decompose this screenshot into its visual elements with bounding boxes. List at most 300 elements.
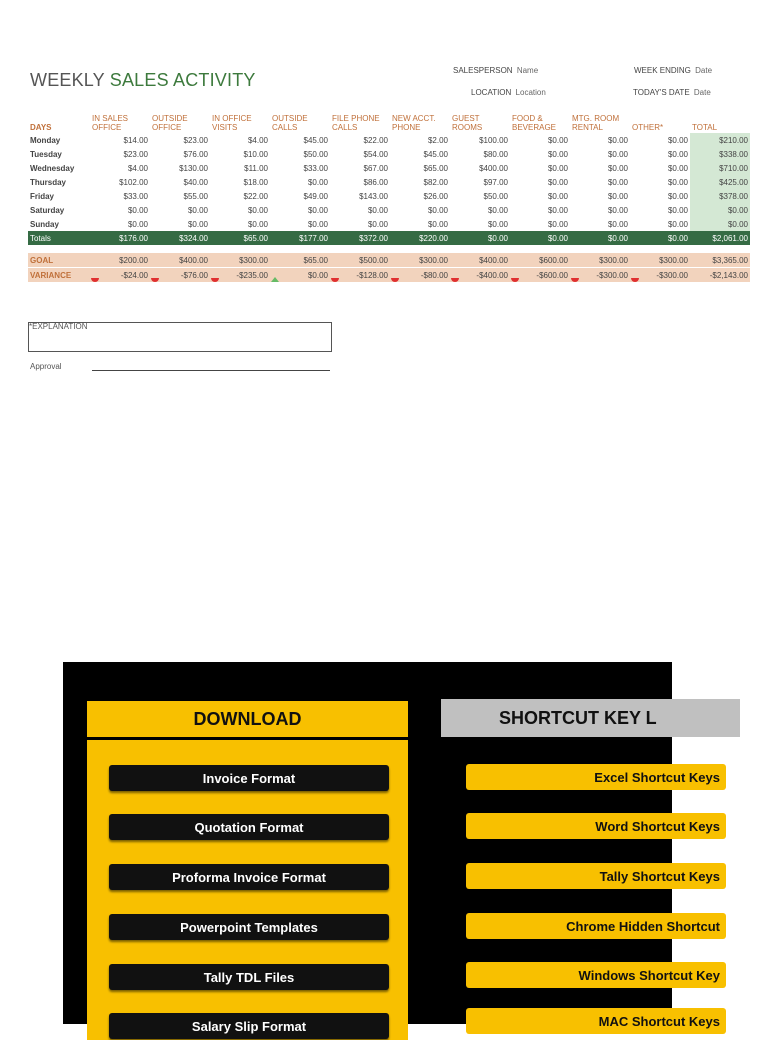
shortcut-key-heading: SHORTCUT KEY L [441, 699, 740, 737]
page-title [30, 70, 256, 91]
variance-down-icon [631, 278, 639, 282]
cell-value: $10.00 [243, 149, 268, 159]
spacer-cell [90, 245, 150, 253]
table-cell[interactable] [390, 268, 450, 283]
cell-value: Sunday [30, 219, 59, 229]
cell-value: $0.00 [607, 233, 628, 243]
cell-value: $0.00 [667, 163, 688, 173]
table-cell[interactable] [210, 147, 270, 161]
table-cell[interactable] [270, 253, 330, 268]
cell-value: $18.00 [243, 177, 268, 187]
table-cell[interactable] [90, 203, 150, 217]
cell-value: $400.00 [479, 163, 508, 173]
explanation-label: *EXPLANATION [29, 322, 88, 331]
cell-value: $0.00 [127, 219, 148, 229]
variance-down-icon [571, 278, 579, 282]
goal-row [28, 253, 750, 268]
spacer-cell [210, 245, 270, 253]
table-cell[interactable] [450, 161, 510, 175]
variance-down-icon [211, 278, 219, 282]
row-label [28, 231, 90, 245]
cell-value: -$2,143.00 [709, 270, 748, 280]
cell-value: $45.00 [303, 135, 328, 145]
table-cell[interactable] [390, 217, 450, 231]
cell-value: $14.00 [123, 135, 148, 145]
cell-value: $82.00 [423, 177, 448, 187]
spacer-cell [270, 245, 330, 253]
cell-value: $400.00 [179, 255, 208, 265]
cell-value: $0.00 [607, 219, 628, 229]
table-cell[interactable] [510, 268, 570, 283]
column-header: IN SALES OFFICE [92, 114, 129, 132]
table-cell[interactable] [690, 133, 750, 147]
table-cell[interactable] [150, 231, 210, 245]
column-header-days: DAYS [30, 123, 52, 132]
table-cell[interactable] [210, 133, 270, 147]
cell-value: $2.00 [427, 135, 448, 145]
cell-value: $67.00 [363, 163, 388, 173]
table-cell[interactable] [630, 189, 690, 203]
spacer-cell [330, 245, 390, 253]
column-header: FOOD & BEVERAGE [512, 114, 557, 132]
location-label: LOCATION [471, 88, 512, 97]
table-cell[interactable] [630, 217, 690, 231]
week-ending-label: WEEK ENDING [634, 66, 691, 75]
spacer-cell [450, 245, 510, 253]
table-cell[interactable] [690, 203, 750, 217]
table-cell[interactable] [150, 147, 210, 161]
cell-value: $65.00 [303, 255, 328, 265]
column-header: OUTSIDE CALLS [272, 114, 308, 132]
cell-value: $0.00 [427, 205, 448, 215]
table-cell[interactable] [510, 161, 570, 175]
cell-value: $0.00 [547, 219, 568, 229]
table-cell[interactable] [690, 175, 750, 189]
cell-value: $143.00 [359, 191, 388, 201]
cell-value: $378.00 [719, 191, 748, 201]
variance-down-icon [391, 278, 399, 282]
cell-value: $0.00 [667, 219, 688, 229]
todays-date-label: TODAY'S DATE [633, 88, 690, 97]
table-cell[interactable] [90, 189, 150, 203]
table-cell[interactable] [690, 217, 750, 231]
table-cell[interactable] [390, 189, 450, 203]
cell-value: $4.00 [127, 163, 148, 173]
cell-value: $0.00 [187, 205, 208, 215]
cell-value: $40.00 [183, 177, 208, 187]
table-cell[interactable] [450, 217, 510, 231]
sales-activity-table [28, 114, 750, 282]
cell-value: $65.00 [423, 163, 448, 173]
row-label [28, 253, 90, 268]
table-cell[interactable] [510, 231, 570, 245]
column-header: FILE PHONE CALLS [332, 114, 380, 132]
table-cell[interactable] [630, 203, 690, 217]
cell-value: $0.00 [667, 205, 688, 215]
download-item-button[interactable]: Powerpoint Templates [109, 914, 389, 940]
cell-value: VARIANCE [30, 270, 72, 280]
cell-value: $33.00 [303, 163, 328, 173]
row-label [28, 175, 90, 189]
cell-value: $300.00 [419, 255, 448, 265]
table-cell[interactable] [330, 268, 390, 283]
spacer-row [28, 245, 750, 253]
table-cell[interactable] [210, 253, 270, 268]
cell-value: $33.00 [123, 191, 148, 201]
cell-value: $0.00 [187, 219, 208, 229]
table-cell[interactable] [330, 147, 390, 161]
table-cell[interactable] [510, 253, 570, 268]
cell-value: $54.00 [363, 149, 388, 159]
spacer-cell [28, 245, 90, 253]
table-cell[interactable] [570, 161, 630, 175]
cell-value: $0.00 [667, 233, 688, 243]
table-cell[interactable] [150, 133, 210, 147]
table-cell[interactable] [450, 133, 510, 147]
table-cell[interactable] [210, 217, 270, 231]
table-cell[interactable] [630, 161, 690, 175]
cell-value: -$76.00 [180, 270, 208, 280]
table-cell[interactable] [210, 268, 270, 283]
table-cell[interactable] [330, 189, 390, 203]
cell-value: $176.00 [119, 233, 148, 243]
variance-up-icon [271, 277, 279, 282]
table-cell[interactable] [630, 147, 690, 161]
cell-value: $0.00 [607, 191, 628, 201]
salesperson-field[interactable] [453, 66, 538, 75]
cell-value: $0.00 [727, 205, 748, 215]
table-cell[interactable] [90, 217, 150, 231]
table-cell[interactable] [510, 217, 570, 231]
shortcut-item-button[interactable]: MAC Shortcut Keys [466, 1008, 726, 1034]
table-cell[interactable] [90, 133, 150, 147]
cell-value: $0.00 [667, 149, 688, 159]
table-cell[interactable] [210, 175, 270, 189]
row-label [28, 268, 90, 283]
table-cell[interactable] [570, 231, 630, 245]
table-cell[interactable] [150, 161, 210, 175]
table-cell[interactable] [270, 231, 330, 245]
cell-value: $0.00 [487, 205, 508, 215]
download-item-button[interactable]: Proforma Invoice Format [109, 864, 389, 890]
cell-value: $0.00 [307, 270, 328, 280]
table-cell[interactable] [690, 231, 750, 245]
cell-value: $0.00 [307, 219, 328, 229]
table-cell[interactable] [570, 147, 630, 161]
table-cell[interactable] [270, 268, 330, 283]
table-cell[interactable] [450, 203, 510, 217]
cell-value: $0.00 [247, 205, 268, 215]
table-cell[interactable] [150, 175, 210, 189]
cell-value: $86.00 [363, 177, 388, 187]
cell-value: $425.00 [719, 177, 748, 187]
table-cell[interactable] [330, 133, 390, 147]
cell-value: -$128.00 [356, 270, 388, 280]
cell-value: $0.00 [547, 233, 568, 243]
table-cell[interactable] [450, 268, 510, 283]
cell-value: -$400.00 [476, 270, 508, 280]
spacer-cell [510, 245, 570, 253]
row-label [28, 133, 90, 147]
table-cell[interactable] [570, 268, 630, 283]
todays-date-value: Date [693, 88, 711, 97]
cell-value: -$300.00 [596, 270, 628, 280]
cell-value: -$600.00 [536, 270, 568, 280]
table-cell[interactable] [570, 203, 630, 217]
variance-row [28, 268, 750, 283]
table-cell[interactable] [90, 161, 150, 175]
cell-value: $0.00 [367, 205, 388, 215]
table-cell[interactable] [390, 133, 450, 147]
week-ending-value: Date [695, 66, 713, 75]
cell-value: $210.00 [719, 135, 748, 145]
cell-value: $11.00 [244, 163, 268, 173]
cell-value: $0.00 [307, 205, 328, 215]
table-cell[interactable] [90, 175, 150, 189]
table-row [28, 203, 750, 217]
table-cell[interactable] [630, 133, 690, 147]
table-cell[interactable] [330, 203, 390, 217]
table-cell[interactable] [630, 268, 690, 283]
cell-value: $710.00 [719, 163, 748, 173]
table-cell[interactable] [630, 253, 690, 268]
download-item-button[interactable]: Tally TDL Files [109, 964, 389, 990]
row-label [28, 189, 90, 203]
table-cell[interactable] [450, 189, 510, 203]
table-cell[interactable] [270, 133, 330, 147]
table-cell[interactable] [210, 161, 270, 175]
table-cell[interactable] [150, 217, 210, 231]
cell-value: $0.00 [547, 135, 568, 145]
location-value: Location [515, 88, 546, 97]
cell-value: $600.00 [539, 255, 568, 265]
cell-value: $0.00 [547, 177, 568, 187]
cell-value: $0.00 [667, 135, 688, 145]
table-cell[interactable] [570, 189, 630, 203]
table-row [28, 175, 750, 189]
table-cell[interactable] [150, 189, 210, 203]
column-header: OTHER* [632, 123, 664, 132]
table-cell[interactable] [150, 268, 210, 283]
shortcut-item-button[interactable]: Tally Shortcut Keys [466, 863, 726, 889]
cell-value: $300.00 [599, 255, 628, 265]
table-cell[interactable] [510, 203, 570, 217]
table-cell[interactable] [330, 231, 390, 245]
cell-value: $300.00 [239, 255, 268, 265]
table-row [28, 189, 750, 203]
totals-row [28, 231, 750, 245]
table-cell[interactable] [270, 217, 330, 231]
cell-value: $23.00 [123, 149, 148, 159]
title-part-weekly: WEEKLY [30, 70, 110, 90]
cell-value: $23.00 [183, 135, 208, 145]
table-cell[interactable] [510, 189, 570, 203]
cell-value: $372.00 [359, 233, 388, 243]
cell-value: $0.00 [307, 177, 328, 187]
cell-value: $0.00 [427, 219, 448, 229]
table-cell[interactable] [570, 217, 630, 231]
table-cell[interactable] [210, 189, 270, 203]
cell-value: $0.00 [607, 177, 628, 187]
table-cell[interactable] [90, 231, 150, 245]
download-item-button[interactable]: Invoice Format [109, 765, 389, 791]
variance-down-icon [151, 278, 159, 282]
table-cell[interactable] [690, 268, 750, 283]
column-header: IN OFFICE VISITS [212, 114, 252, 132]
cell-value: Tuesday [30, 149, 62, 159]
cell-value: $50.00 [303, 149, 328, 159]
column-header: TOTAL [692, 123, 718, 132]
approval-label: Approval [30, 362, 62, 371]
cell-value: -$235.00 [236, 270, 268, 280]
table-cell[interactable] [270, 147, 330, 161]
column-header: NEW ACCT. PHONE [392, 114, 436, 132]
table-cell[interactable] [630, 231, 690, 245]
explanation-box[interactable] [28, 322, 332, 352]
cell-value: $220.00 [419, 233, 448, 243]
cell-value: $300.00 [659, 255, 688, 265]
table-cell[interactable] [390, 231, 450, 245]
spacer-cell [690, 245, 750, 253]
shortcut-item-button[interactable]: Windows Shortcut Key [466, 962, 726, 988]
table-cell[interactable] [690, 253, 750, 268]
table-cell[interactable] [270, 203, 330, 217]
table-cell[interactable] [690, 189, 750, 203]
cell-value: Wednesday [30, 163, 75, 173]
table-cell[interactable] [570, 175, 630, 189]
shortcut-item-button[interactable]: Excel Shortcut Keys [466, 764, 726, 790]
table-cell[interactable] [450, 231, 510, 245]
cell-value: $400.00 [479, 255, 508, 265]
cell-value: $0.00 [547, 163, 568, 173]
column-header: OUTSIDE OFFICE [152, 114, 188, 132]
cell-value: $76.00 [183, 149, 208, 159]
location-field[interactable] [471, 88, 546, 97]
cell-value: $22.00 [363, 135, 388, 145]
spacer-cell [150, 245, 210, 253]
table-cell[interactable] [390, 161, 450, 175]
cell-value: $0.00 [607, 163, 628, 173]
salesperson-value: Name [516, 66, 539, 75]
column-header: MTG. ROOM RENTAL [572, 114, 620, 132]
table-cell[interactable] [390, 253, 450, 268]
cell-value: Thursday [30, 177, 67, 187]
cell-value: $0.00 [547, 149, 568, 159]
table-cell[interactable] [210, 231, 270, 245]
cell-value: $338.00 [719, 149, 748, 159]
table-row [28, 147, 750, 161]
week-ending-field[interactable] [634, 66, 712, 75]
cell-value: $0.00 [607, 135, 628, 145]
table-cell[interactable] [690, 161, 750, 175]
cell-value: $0.00 [607, 149, 628, 159]
cell-value: $22.00 [243, 191, 268, 201]
spacer-cell [390, 245, 450, 253]
table-cell[interactable] [450, 175, 510, 189]
table-cell[interactable] [90, 147, 150, 161]
table-cell[interactable] [270, 189, 330, 203]
table-cell[interactable] [210, 203, 270, 217]
spacer-cell [630, 245, 690, 253]
row-label [28, 203, 90, 217]
variance-down-icon [451, 278, 459, 282]
table-cell[interactable] [330, 253, 390, 268]
table-cell[interactable] [270, 161, 330, 175]
cell-value: $80.00 [483, 149, 508, 159]
title-part-sales-activity: SALES ACTIVITY [109, 70, 256, 90]
download-item-button[interactable]: Salary Slip Format [109, 1013, 389, 1039]
table-cell[interactable] [450, 147, 510, 161]
cell-value: $97.00 [483, 177, 508, 187]
table-header-row [28, 114, 750, 133]
cell-value: -$300.00 [656, 270, 688, 280]
cell-value: $130.00 [179, 163, 208, 173]
todays-date-field[interactable] [633, 88, 711, 97]
table-cell[interactable] [570, 133, 630, 147]
variance-down-icon [511, 278, 519, 282]
table-cell[interactable] [150, 203, 210, 217]
table-cell[interactable] [510, 175, 570, 189]
table-cell[interactable] [510, 147, 570, 161]
cell-value: $0.00 [667, 191, 688, 201]
table-cell[interactable] [150, 253, 210, 268]
approval-signature-line[interactable] [92, 370, 330, 371]
cell-value: $65.00 [243, 233, 268, 243]
table-cell[interactable] [630, 175, 690, 189]
cell-value: Monday [30, 135, 61, 145]
cell-value: $45.00 [423, 149, 448, 159]
cell-value: Saturday [30, 205, 65, 215]
table-cell[interactable] [390, 203, 450, 217]
table-cell[interactable] [390, 175, 450, 189]
cell-value: Totals [30, 233, 51, 243]
table-cell[interactable] [390, 147, 450, 161]
row-label [28, 217, 90, 231]
table-cell[interactable] [270, 175, 330, 189]
cell-value: $2,061.00 [712, 233, 748, 243]
table-cell[interactable] [570, 253, 630, 268]
cell-value: -$24.00 [120, 270, 148, 280]
cell-value: $0.00 [487, 233, 508, 243]
cell-value: $0.00 [487, 219, 508, 229]
table-cell[interactable] [690, 147, 750, 161]
cell-value: $55.00 [183, 191, 208, 201]
table-row [28, 217, 750, 231]
cell-value: $100.00 [479, 135, 508, 145]
cell-value: $0.00 [667, 177, 688, 187]
cell-value: $500.00 [359, 255, 388, 265]
table-cell[interactable] [90, 268, 150, 283]
table-cell[interactable] [330, 161, 390, 175]
table-cell[interactable] [510, 133, 570, 147]
table-cell[interactable] [330, 217, 390, 231]
table-cell[interactable] [90, 253, 150, 268]
shortcut-item-button[interactable]: Word Shortcut Keys [466, 813, 726, 839]
cell-value: $3,365.00 [712, 255, 748, 265]
shortcut-item-button[interactable]: Chrome Hidden Shortcut [466, 913, 726, 939]
table-cell[interactable] [450, 253, 510, 268]
download-heading: DOWNLOAD [87, 701, 408, 737]
row-label [28, 147, 90, 161]
variance-down-icon [91, 278, 99, 282]
cell-value: $177.00 [299, 233, 328, 243]
table-cell[interactable] [330, 175, 390, 189]
cell-value: GOAL [30, 255, 54, 265]
table-row [28, 133, 750, 147]
cell-value: $49.00 [303, 191, 328, 201]
download-item-button[interactable]: Quotation Format [109, 814, 389, 840]
cell-value: Friday [30, 191, 55, 201]
